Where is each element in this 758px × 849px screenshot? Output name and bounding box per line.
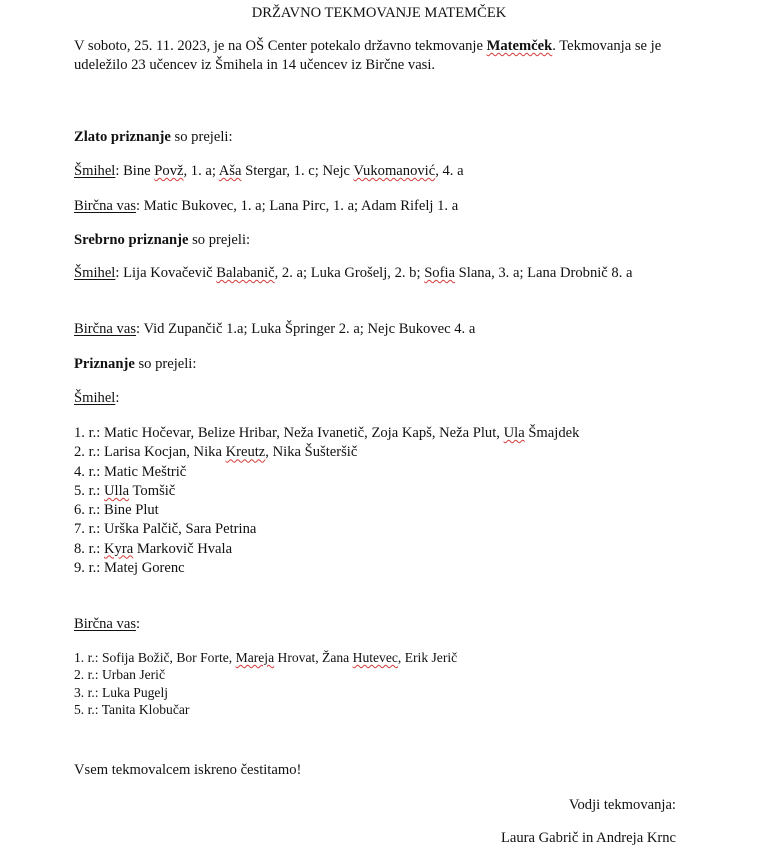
silver-smihel-text: , 2. a; Luka Grošelj, 2. b; (274, 265, 425, 281)
award-smihel-place: Šmihel (74, 390, 116, 406)
list-item: 5. r.: Tanita Klobučar (74, 702, 190, 718)
award-heading-label: Priznanje (74, 356, 135, 372)
list-item-text: 5. r.: (74, 482, 104, 499)
intro-text-start: V soboto, 25. 11. 2023, je na OŠ Center potekalo državno tekmovanje (74, 38, 487, 54)
gold-heading-label: Zlato priznanje (74, 129, 171, 145)
gold-heading (74, 128, 684, 147)
list-item: 2. r.: Urban Jerič (74, 667, 165, 683)
silver-smihel-text: Slana, 3. a; Lana Drobnič 8. a (455, 265, 633, 281)
award-smihel-list (74, 424, 684, 578)
list-item: 4. r.: Matic Meštrič (74, 463, 187, 480)
signature-label: Vodji tekmovanja: (568, 797, 676, 813)
gold-bircna-line: Birčna vas: Matic Bukovec, 1. a; Lana Pirc, 1. a; Adam Rifelj 1. a (74, 198, 459, 214)
silver-bircna-line: Birčna vas: Vid Zupančič 1.a; Luka Špringer 2. a; Nejc Bukovec 4. a (74, 321, 476, 337)
silver-bircna-text: Vid Zupančič 1.a; Luka Špringer 2. a; Nejc Bukovec 4. a (143, 321, 476, 337)
list-item-text: 1. r.: Matic Hočevar, Belize Hribar, Neža Ivanetič, Zoja Kapš, Neža Plut, (74, 425, 504, 441)
list-item-text: , Nika Šušteršič (265, 444, 358, 461)
list-item-name: Kyra (104, 540, 134, 557)
silver-smihel-line: Šmihel: Lija Kovačevič Balabanič, 2. a; Luka Grošelj, 2. b; Sofia Slana, 3. a; Lana Drobnič 8. a (74, 265, 633, 281)
silver-heading-suffix: so prejeli: (188, 232, 251, 248)
silver-heading-label: Srebrno priznanje (74, 232, 189, 248)
list-item-text: Markovič Hvala (133, 540, 233, 557)
gold-smihel-name: Aša (218, 163, 242, 179)
list-item: 6. r.: Bine Plut (74, 502, 159, 518)
list-item (74, 443, 684, 462)
intro-paragraph (74, 37, 684, 76)
award-bircna-list (74, 649, 684, 719)
gold-smihel-text: , 1. a; (183, 163, 219, 179)
silver-smihel-name: Sofia (424, 265, 455, 281)
list-item-text: Šmajdek (524, 425, 580, 441)
list-item-text: 8. r.: (74, 540, 104, 557)
list-item (74, 482, 684, 501)
gold-smihel-line: Šmihel: Bine Povž, 1. a; Aša Stergar, 1. c; Nejc Vukomanović, 4. a (74, 163, 464, 179)
list-item (74, 424, 684, 443)
gold-smihel-place: Šmihel (74, 163, 116, 179)
list-item: 7. r.: Urška Palčič, Sara Petrina (74, 521, 257, 538)
gold-smihel-text: Bine (123, 163, 155, 179)
award-bircna-place: Birčna vas (74, 616, 137, 632)
award-bircna-heading: Birčna vas: (74, 616, 141, 632)
list-item-text: 1. r.: Sofija Božič, Bor Forte, (74, 650, 236, 665)
intro-text-end: . Tekmovanja se je udeležilo 23 učencev iz Šmihela in 14 učencev iz Birčne vasi. (74, 38, 662, 74)
list-item (74, 540, 684, 559)
signature-names: Laura Gabrič in Andreja Krnc (500, 830, 676, 846)
silver-bircna-place: Birčna vas (74, 321, 137, 337)
list-item-text: , Erik Jerič (397, 650, 458, 665)
list-item-name: Ulla (104, 482, 130, 499)
award-heading-suffix: so prejeli: (134, 356, 197, 372)
gold-smihel-name: Vukomanović (353, 163, 436, 179)
list-item: 3. r.: Luka Pugelj (74, 684, 169, 700)
gold-bircna-text: Matic Bukovec, 1. a; Lana Pirc, 1. a; Adam Rifelj 1. a (143, 198, 459, 214)
list-item-name: Hutevec (352, 650, 398, 665)
gold-heading-suffix: so prejeli: (170, 129, 233, 145)
list-item-text: Hrovat, Žana (274, 650, 353, 665)
gold-smihel-name: Povž (154, 163, 184, 179)
award-smihel-heading: Šmihel: (74, 390, 120, 406)
closing-sentence: Vsem tekmovalcem iskreno čestitamo! (74, 762, 302, 778)
gold-bircna-place: Birčna vas (74, 198, 137, 214)
list-item (74, 649, 684, 666)
silver-smihel-text: Lija Kovačevič (123, 265, 217, 281)
list-item-name: Kreutz (225, 444, 266, 461)
list-item-name: Ula (503, 425, 525, 441)
competition-name: Matemček (486, 38, 553, 54)
silver-smihel-place: Šmihel (74, 265, 116, 281)
award-heading (74, 355, 684, 374)
silver-smihel-name: Balabanič (216, 265, 275, 281)
silver-heading (74, 231, 684, 250)
list-item-text: Tomšič (129, 482, 176, 499)
list-item: 9. r.: Matej Gorenc (74, 559, 185, 576)
list-item-name: Mareja (235, 650, 275, 665)
gold-smihel-text: Stergar, 1. c; Nejc (241, 163, 354, 179)
document-title: DRŽAVNO TEKMOVANJE MATEMČEK (251, 5, 507, 21)
list-item-text: 2. r.: Larisa Kocjan, Nika (74, 444, 226, 461)
gold-smihel-text: , 4. a (435, 163, 464, 179)
